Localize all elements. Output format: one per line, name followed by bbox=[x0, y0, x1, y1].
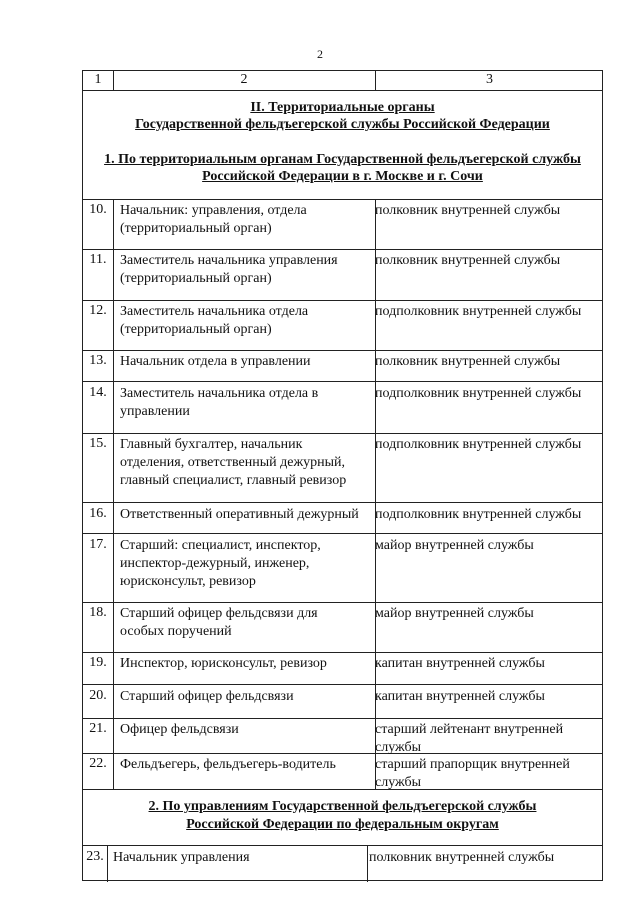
page-number: 2 bbox=[317, 47, 323, 61]
position-cell: Заместитель начальника управления (территориальный орган) bbox=[120, 253, 338, 286]
rank-cell: майор внутренней службы bbox=[375, 538, 534, 553]
divider bbox=[83, 199, 602, 200]
row-number: 12. bbox=[89, 303, 107, 318]
row-number: 23. bbox=[86, 849, 104, 864]
position-cell: Ответственный оперативный дежурный bbox=[120, 507, 359, 522]
row-number: 11. bbox=[89, 252, 107, 267]
position-cell: Инспектор, юрисконсульт, ревизор bbox=[120, 656, 327, 671]
divider bbox=[83, 433, 602, 434]
column-header-1: 1 bbox=[94, 72, 102, 87]
divider bbox=[113, 199, 114, 789]
rank-cell: подполковник внутренней службы bbox=[375, 304, 582, 319]
rank-cell: полковник внутренней службы bbox=[375, 203, 561, 218]
divider bbox=[83, 300, 602, 301]
row-number: 22. bbox=[89, 756, 107, 771]
position-cell: Начальник: управления, отдела (территориальный орган) bbox=[120, 203, 307, 236]
row-number: 13. bbox=[89, 353, 107, 368]
position-cell: Начальник управления bbox=[113, 850, 250, 865]
divider bbox=[83, 602, 602, 603]
divider bbox=[375, 71, 376, 90]
position-cell: Заместитель начальника отдела (территориальный орган) bbox=[120, 304, 309, 337]
position-cell: Главный бухгалтер, начальник отделения, ответственный дежурный, главный специалист, главный ревизор bbox=[120, 437, 347, 488]
rank-cell: капитан внутренней службы bbox=[375, 656, 545, 671]
column-header-2: 2 bbox=[240, 72, 248, 87]
rank-cell: полковник внутренней службы bbox=[375, 354, 561, 369]
rank-cell: подполковник внутренней службы bbox=[375, 507, 582, 522]
divider bbox=[83, 718, 602, 719]
divider bbox=[83, 652, 602, 653]
row-number: 18. bbox=[89, 605, 107, 620]
divider bbox=[83, 502, 602, 503]
position-cell: Офицер фельдсвязи bbox=[120, 722, 239, 737]
rank-cell: майор внутренней службы bbox=[375, 606, 534, 621]
subsection-1-title-line2: Российской Федерации в г. Москве и г. Сочи bbox=[202, 169, 483, 184]
section-title-line1: II. Территориальные органы bbox=[250, 100, 435, 115]
row-number: 14. bbox=[89, 385, 107, 400]
position-cell: Фельдъегерь, фельдъегерь-водитель bbox=[120, 757, 336, 772]
row-number: 20. bbox=[89, 688, 107, 703]
rank-cell: подполковник внутренней службы bbox=[375, 437, 582, 452]
divider bbox=[367, 845, 368, 882]
column-header-3: 3 bbox=[486, 72, 493, 87]
subsection-2-title-line2: Российской Федерации по федеральным округам bbox=[186, 817, 499, 832]
subsection-1-title-line1: 1. По территориальным органам Государственной фельдъегерской службы bbox=[104, 152, 581, 167]
divider bbox=[83, 350, 602, 351]
divider bbox=[83, 845, 602, 846]
divider bbox=[83, 684, 602, 685]
section-title-line2: Государственной фельдъегерской службы Российской Федерации bbox=[135, 117, 550, 132]
table-header bbox=[83, 71, 602, 91]
rank-cell: подполковник внутренней службы bbox=[375, 386, 582, 401]
position-cell: Старший офицер фельдсвязи bbox=[120, 689, 294, 704]
divider bbox=[113, 71, 114, 90]
document-table bbox=[82, 70, 603, 881]
row-number: 19. bbox=[89, 655, 107, 670]
rank-cell: полковник внутренней службы bbox=[369, 850, 555, 865]
row-number: 15. bbox=[89, 436, 107, 451]
row-number: 10. bbox=[89, 202, 107, 217]
divider bbox=[83, 249, 602, 250]
position-cell: Старший: специалист, инспектор, инспектор-дежурный, инженер, юрисконсульт, ревизор bbox=[120, 538, 321, 589]
row-number: 16. bbox=[89, 506, 107, 521]
position-cell: Начальник отдела в управлении bbox=[120, 354, 311, 369]
divider bbox=[107, 845, 108, 882]
position-cell: Заместитель начальника отдела в управлении bbox=[120, 386, 319, 419]
row-number: 17. bbox=[89, 537, 107, 552]
divider bbox=[83, 381, 602, 382]
rank-cell: полковник внутренней службы bbox=[375, 253, 561, 268]
row-number: 21. bbox=[89, 721, 107, 736]
rank-cell: капитан внутренней службы bbox=[375, 689, 545, 704]
rank-cell: старший прапорщик внутренней службы bbox=[375, 757, 570, 790]
subsection-2-title-line1: 2. По управлениям Государственной фельдъегерской службы bbox=[148, 799, 537, 814]
rank-cell: старший лейтенант внутренней службы bbox=[375, 722, 564, 755]
divider bbox=[83, 533, 602, 534]
position-cell: Старший офицер фельдсвязи для особых поручений bbox=[120, 606, 318, 639]
